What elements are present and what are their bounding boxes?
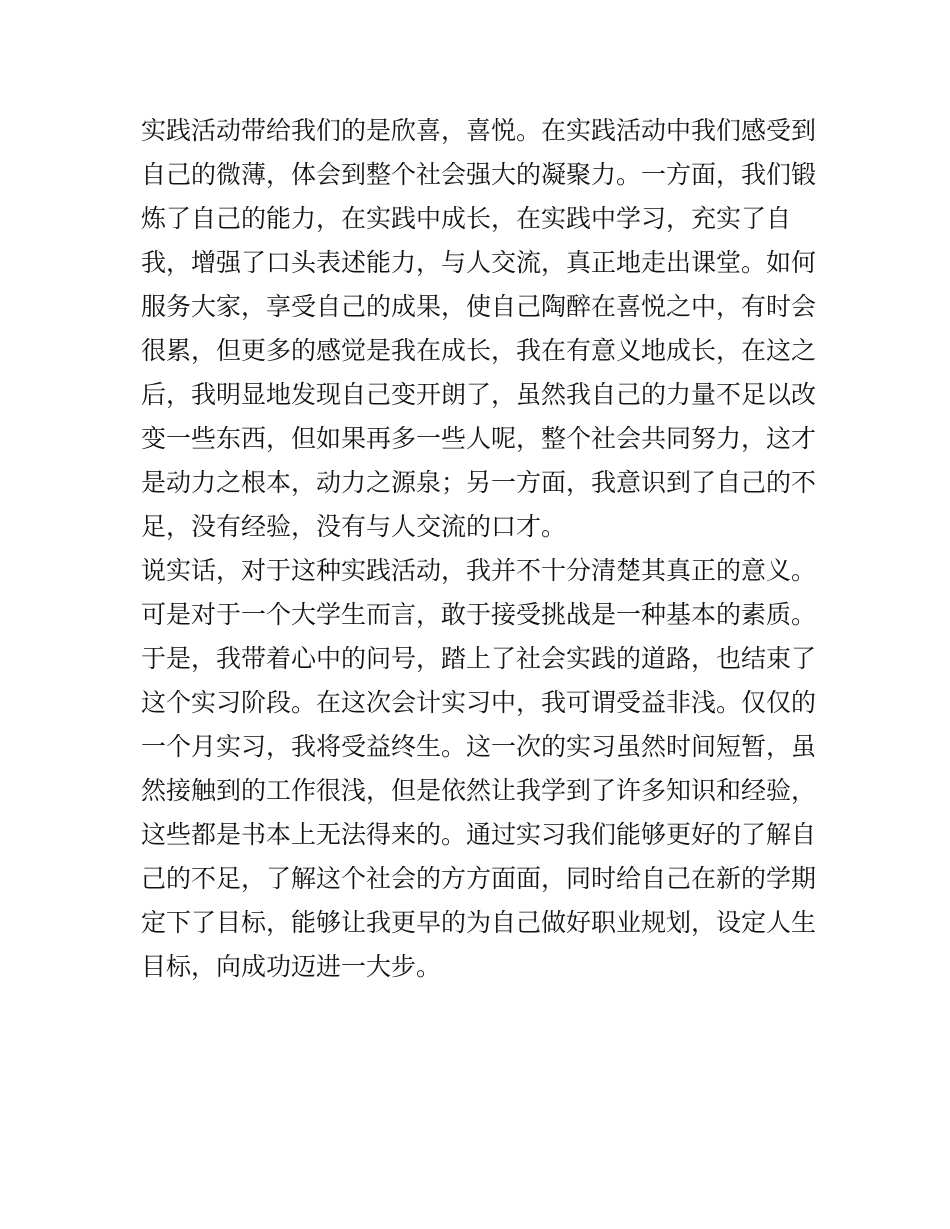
text-line: 炼了自己的能力，在实践中成长，在实践中学习，充实了自 (141, 204, 792, 233)
text-line: 定下了目标，能够让我更早的为自己做好职业规划，设定人生 (141, 908, 817, 937)
text-line: 自己的微薄，体会到整个社会强大的凝聚力。一方面，我们锻 (141, 160, 817, 189)
text-line: 是动力之根本，动力之源泉；另一方面，我意识到了自己的不 (141, 468, 817, 497)
text-line: 然接触到的工作很浅，但是依然让我学到了许多知识和经验， (141, 776, 817, 805)
paragraph-1 (141, 109, 821, 549)
text-line: 己的不足，了解这个社会的方方面面，同时给自己在新的学期 (141, 864, 817, 893)
paragraph-2 (141, 549, 821, 989)
text-line: 变一些东西，但如果再多一些人呢，整个社会共同努力，这才 (141, 424, 817, 453)
text-line: 服务大家，享受自己的成果，使自己陶醉在喜悦之中，有时会 (141, 292, 817, 321)
text-line: 于是，我带着心中的问号，踏上了社会实践的道路，也结束了 (141, 644, 817, 673)
document-body (141, 109, 821, 989)
text-line: 目标，向成功迈进一大步。 (141, 952, 442, 981)
text-line: 说实话，对于这种实践活动，我并不十分清楚其真正的意义。 (141, 556, 817, 585)
text-line: 我，增强了口头表述能力，与人交流，真正地走出课堂。如何 (141, 248, 817, 277)
text-line: 很累，但更多的感觉是我在成长，我在有意义地成长，在这之 (141, 336, 817, 365)
text-line: 实践活动带给我们的是欣喜，喜悦。在实践活动中我们感受到 (141, 116, 817, 145)
text-line: 一个月实习，我将受益终生。这一次的实习虽然时间短暂，虽 (141, 732, 817, 761)
text-line: 这个实习阶段。在这次会计实习中，我可谓受益非浅。仅仅的 (141, 688, 817, 717)
text-line: 后，我明显地发现自己变开朗了，虽然我自己的力量不足以改 (141, 380, 817, 409)
text-line: 足，没有经验，没有与人交流的口才。 (141, 512, 567, 541)
text-line: 可是对于一个大学生而言，敢于接受挑战是一种基本的素质。 (141, 600, 817, 629)
text-line: 这些都是书本上无法得来的。通过实习我们能够更好的了解自 (141, 820, 817, 849)
